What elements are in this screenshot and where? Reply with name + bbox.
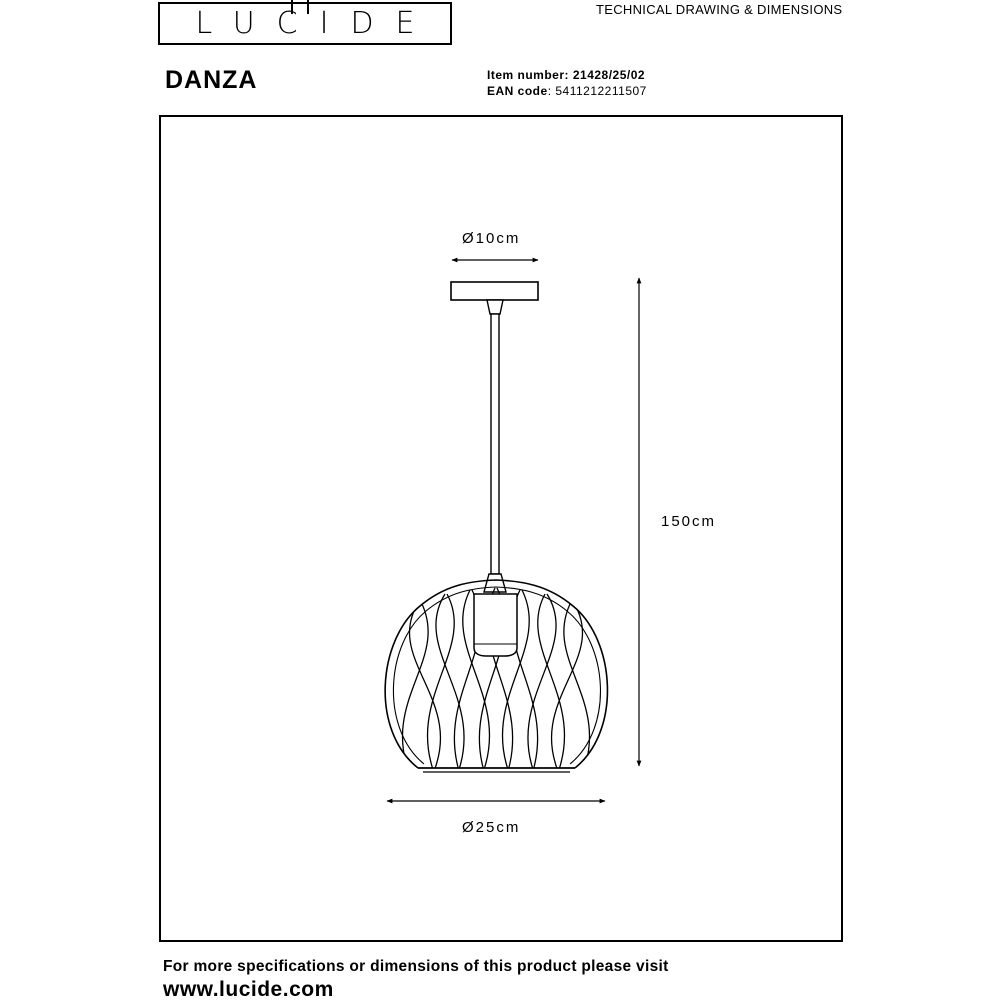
ceiling-canopy bbox=[451, 282, 538, 300]
ean-label: EAN code bbox=[487, 84, 548, 98]
lamp-holder bbox=[474, 594, 517, 656]
height-label: 150cm bbox=[661, 513, 717, 530]
item-number-label: Item number bbox=[487, 68, 565, 82]
ean-value: : 5411212211507 bbox=[547, 84, 647, 98]
canopy-diameter-label: Ø10cm bbox=[462, 230, 521, 247]
suspension-cord bbox=[491, 314, 499, 574]
footer-note: For more specifications or dimensions of this product please visit bbox=[163, 958, 669, 975]
logo-text: LUCIDE bbox=[195, 5, 437, 41]
canopy-fixing bbox=[487, 300, 503, 314]
footer-url[interactable]: www.lucide.com bbox=[163, 978, 334, 1001]
item-number-value: : 21428/25/02 bbox=[564, 68, 646, 82]
shade-diameter-label: Ø25cm bbox=[462, 819, 521, 836]
product-name: DANZA bbox=[165, 66, 258, 94]
document-kind: TECHNICAL DRAWING & DIMENSIONS bbox=[596, 2, 843, 17]
